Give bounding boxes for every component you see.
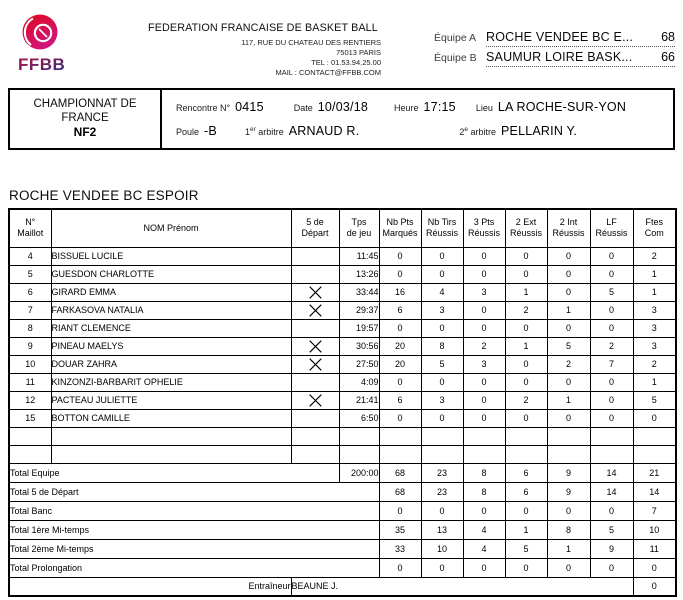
total-stat-cell: 6 [505, 463, 547, 482]
team-a-score: 68 [661, 30, 675, 44]
division-label: NF2 [73, 125, 97, 139]
player-name-cell [51, 445, 291, 463]
threes-made-cell [463, 427, 505, 445]
total-stat-cell: 68 [379, 463, 421, 482]
shots-made-cell: 4 [421, 283, 463, 301]
referee2-word: arbitre [470, 127, 496, 137]
points-cell: 0 [379, 319, 421, 337]
fouls-cell [633, 427, 676, 445]
player-row [9, 373, 676, 391]
address-line: 75013 PARIS [336, 48, 381, 57]
col-header-starter: 5 de Départ [291, 209, 339, 247]
total-stat-cell: 9 [547, 482, 590, 501]
col-header-jersey: N° Maillot [9, 209, 51, 247]
player-row [9, 301, 676, 319]
poule-group [176, 122, 217, 140]
col-header-two-ext: 2 Ext Réussis [505, 209, 547, 247]
starter-cell [291, 409, 339, 427]
points-cell: 6 [379, 391, 421, 409]
address-line: MAIL : CONTACT@FFBB.COM [275, 68, 381, 77]
two-ext-made-cell: 2 [505, 391, 547, 409]
player-name-cell: KINZONZI-BARBARIT OPHELIE [51, 373, 291, 391]
two-int-made-cell: 0 [547, 265, 590, 283]
starter-cell [291, 355, 339, 373]
referee1-ordinal-suffix: er [249, 126, 256, 133]
jersey-number-cell [9, 427, 51, 445]
two-int-made-cell: 1 [547, 301, 590, 319]
fouls-cell: 3 [633, 301, 676, 319]
time-played-cell: 33:44 [339, 283, 379, 301]
total-stat-cell: 9 [547, 463, 590, 482]
col-header-freethrows: LF Réussis [590, 209, 633, 247]
points-cell: 20 [379, 337, 421, 355]
total-label: Total Prolongation [9, 558, 379, 577]
date-group [294, 98, 368, 116]
two-int-made-cell: 0 [547, 373, 590, 391]
time-played-cell: 19:57 [339, 319, 379, 337]
rencontre-group [176, 98, 264, 116]
player-name-cell: FARKASOVA NATALIA [51, 301, 291, 319]
referee1-group [245, 122, 359, 140]
fouls-cell: 2 [633, 247, 676, 265]
address-line: 117, RUE DU CHATEAU DES RENTIERS [241, 38, 381, 47]
freethrows-made-cell [590, 445, 633, 463]
starter-cell [291, 445, 339, 463]
player-name-cell: DOUAR ZAHRA [51, 355, 291, 373]
poule-label: Poule [176, 127, 200, 137]
two-ext-made-cell: 2 [505, 301, 547, 319]
address-line: TEL : 01.53.94.25.00 [311, 58, 381, 67]
total-stat-cell: 0 [379, 501, 421, 520]
match-info-box [8, 88, 675, 150]
player-row [9, 265, 676, 283]
two-ext-made-cell [505, 445, 547, 463]
threes-made-cell: 0 [463, 301, 505, 319]
col-header-points: Nb Pts Marqués [379, 209, 421, 247]
fouls-cell [633, 445, 676, 463]
jersey-number-cell: 6 [9, 283, 51, 301]
total-stat-cell: 10 [633, 520, 676, 539]
freethrows-made-cell: 7 [590, 355, 633, 373]
team-b-label: Équipe B [434, 52, 477, 64]
ffbb-logo-icon [17, 11, 69, 75]
player-row [9, 391, 676, 409]
referee2-group [459, 122, 577, 140]
time-played-cell: 30:56 [339, 337, 379, 355]
player-row [9, 355, 676, 373]
jersey-number-cell [9, 445, 51, 463]
shots-made-cell: 0 [421, 247, 463, 265]
player-row [9, 247, 676, 265]
total-stat-cell: 10 [421, 539, 463, 558]
two-int-made-cell: 1 [547, 391, 590, 409]
total-stat-cell: 13 [421, 520, 463, 539]
threes-made-cell: 0 [463, 265, 505, 283]
shots-made-cell: 0 [421, 319, 463, 337]
starter-x-icon [309, 286, 322, 299]
total-stat-cell: 8 [463, 482, 505, 501]
threes-made-cell [463, 445, 505, 463]
team-a-label: Équipe A [434, 32, 477, 44]
total-stat-cell: 8 [547, 520, 590, 539]
total-stat-cell: 4 [463, 520, 505, 539]
player-row [9, 337, 676, 355]
team-b-score: 66 [661, 50, 675, 64]
two-int-made-cell [547, 427, 590, 445]
two-ext-made-cell: 0 [505, 409, 547, 427]
freethrows-made-cell: 0 [590, 373, 633, 391]
total-stat-cell: 8 [463, 463, 505, 482]
referee2-label [459, 127, 496, 137]
time-played-cell: 29:37 [339, 301, 379, 319]
total-equipe-row [9, 463, 676, 482]
starter-x-icon [309, 394, 322, 407]
total-stat-cell: 0 [633, 558, 676, 577]
two-int-made-cell: 2 [547, 355, 590, 373]
total-firsthalf-row [9, 520, 676, 539]
player-name-cell: BISSUEL LUCILE [51, 247, 291, 265]
col-header-threes: 3 Pts Réussis [463, 209, 505, 247]
jersey-number-cell: 8 [9, 319, 51, 337]
time-played-cell: 13:26 [339, 265, 379, 283]
two-int-made-cell [547, 445, 590, 463]
player-row [9, 319, 676, 337]
total-stat-cell: 1 [547, 539, 590, 558]
coach-label: Entraîneur [9, 577, 291, 596]
referee2-ordinal-suffix: e [464, 126, 468, 133]
starter-x-icon [309, 358, 322, 371]
shots-made-cell: 8 [421, 337, 463, 355]
total-stat-cell: 0 [590, 558, 633, 577]
starter-cell [291, 391, 339, 409]
starter-cell [291, 265, 339, 283]
two-ext-made-cell: 1 [505, 283, 547, 301]
date-label: Date [293, 103, 313, 113]
total-stat-cell: 14 [633, 482, 676, 501]
total-stat-cell: 0 [421, 558, 463, 577]
points-cell: 20 [379, 355, 421, 373]
player-name-cell: GIRARD EMMA [51, 283, 291, 301]
total-stat-cell: 9 [590, 539, 633, 558]
ffbb-logo [17, 11, 69, 75]
fouls-cell: 1 [633, 283, 676, 301]
total-stat-cell: 11 [633, 539, 676, 558]
player-name-cell: BOTTON CAMILLE [51, 409, 291, 427]
referee1-ordinal: 1 [244, 127, 250, 137]
jersey-number-cell: 15 [9, 409, 51, 427]
time-label: Heure [394, 103, 419, 113]
starter-x-icon [309, 304, 322, 317]
total-stat-cell: 5 [505, 539, 547, 558]
rencontre-label: Rencontre N° [176, 103, 231, 113]
player-name-cell: PINEAU MAELYS [51, 337, 291, 355]
total-label: Total 1ère Mi-temps [9, 520, 379, 539]
two-ext-made-cell: 0 [505, 247, 547, 265]
time-played-cell [339, 445, 379, 463]
coach-fouls-cell: 0 [633, 577, 676, 596]
total-secondhalf-row [9, 539, 676, 558]
referee1-label [245, 127, 284, 137]
total-label: Total Equipe [9, 463, 339, 482]
starter-x-icon [309, 340, 322, 353]
points-cell [379, 445, 421, 463]
match-details-row1 [176, 98, 673, 116]
player-row [9, 427, 676, 445]
team-a-entry [486, 30, 675, 47]
competition-line: FRANCE [61, 111, 109, 124]
total-stat-cell: 0 [463, 501, 505, 520]
totals-section [9, 463, 676, 596]
total-stat-cell: 0 [547, 558, 590, 577]
basketball-icon [23, 15, 58, 50]
threes-made-cell: 0 [463, 373, 505, 391]
player-name-cell [51, 427, 291, 445]
total-stat-cell: 14 [590, 482, 633, 501]
team-title: ROCHE VENDEE BC ESPOIR [9, 188, 199, 203]
match-details-cell [162, 90, 673, 148]
referee1-name: ARNAUD R. [288, 124, 360, 138]
shots-made-cell: 0 [421, 409, 463, 427]
competition-line: CHAMPIONNAT DE [33, 98, 137, 110]
venue-label: Lieu [475, 103, 493, 113]
starter-cell [291, 301, 339, 319]
coach-row [9, 577, 676, 596]
points-cell: 6 [379, 301, 421, 319]
fouls-cell: 3 [633, 337, 676, 355]
date-value: 10/03/18 [317, 100, 369, 114]
col-header-two-int: 2 Int Réussis [547, 209, 590, 247]
rencontre-number: 0415 [235, 100, 264, 114]
col-header-fouls: Ftes Com [633, 209, 676, 247]
fouls-cell: 5 [633, 391, 676, 409]
shots-made-cell: 3 [421, 301, 463, 319]
stats-header-row [9, 209, 676, 247]
total-time-cell: 200:00 [339, 463, 379, 482]
total-stat-cell: 35 [379, 520, 421, 539]
time-played-cell [339, 427, 379, 445]
freethrows-made-cell: 0 [590, 391, 633, 409]
freethrows-made-cell [590, 427, 633, 445]
match-details-row2 [176, 122, 673, 140]
points-cell: 0 [379, 265, 421, 283]
jersey-number-cell: 7 [9, 301, 51, 319]
jersey-number-cell: 9 [9, 337, 51, 355]
referee1-word: arbitre [258, 127, 284, 137]
total-stat-cell: 68 [379, 482, 421, 501]
starter-cell [291, 247, 339, 265]
col-header-shots: Nb Tirs Réussis [421, 209, 463, 247]
referee2-name: PELLARIN Y. [501, 124, 578, 138]
player-row [9, 283, 676, 301]
total-stat-cell: 1 [505, 520, 547, 539]
total-stat-cell: 7 [633, 501, 676, 520]
total-stat-cell: 23 [421, 463, 463, 482]
team-a-row [434, 30, 675, 50]
stats-table [8, 208, 677, 597]
jersey-number-cell: 5 [9, 265, 51, 283]
shots-made-cell: 0 [421, 265, 463, 283]
col-header-time: Tps de jeu [339, 209, 379, 247]
total-stat-cell: 0 [505, 501, 547, 520]
two-int-made-cell: 0 [547, 283, 590, 301]
two-int-made-cell: 5 [547, 337, 590, 355]
total-stat-cell: 14 [590, 463, 633, 482]
two-int-made-cell: 0 [547, 247, 590, 265]
starter-cell [291, 283, 339, 301]
fouls-cell: 1 [633, 373, 676, 391]
two-ext-made-cell: 1 [505, 337, 547, 355]
threes-made-cell: 3 [463, 355, 505, 373]
points-cell [379, 427, 421, 445]
freethrows-made-cell: 0 [590, 247, 633, 265]
threes-made-cell: 0 [463, 247, 505, 265]
total-label: Total 5 de Départ [9, 482, 379, 501]
threes-made-cell: 0 [463, 409, 505, 427]
threes-made-cell: 0 [463, 391, 505, 409]
jersey-number-cell: 4 [9, 247, 51, 265]
freethrows-made-cell: 0 [590, 409, 633, 427]
total-stat-cell: 5 [590, 520, 633, 539]
time-played-cell: 6:50 [339, 409, 379, 427]
team-b-name: SAUMUR LOIRE BASK... [486, 50, 633, 64]
shots-made-cell [421, 427, 463, 445]
threes-made-cell: 0 [463, 319, 505, 337]
coach-name: BEAUNE J. [291, 577, 633, 596]
col-header-name: NOM Prénom [51, 209, 291, 247]
two-ext-made-cell [505, 427, 547, 445]
player-rows [9, 247, 676, 463]
federation-address [148, 38, 381, 78]
competition-cell [10, 90, 162, 148]
two-ext-made-cell: 0 [505, 373, 547, 391]
total-starters-row [9, 482, 676, 501]
fouls-cell: 2 [633, 355, 676, 373]
jersey-number-cell: 12 [9, 391, 51, 409]
points-cell: 0 [379, 409, 421, 427]
federation-block [148, 22, 381, 78]
time-group [394, 98, 456, 116]
total-stat-cell: 33 [379, 539, 421, 558]
time-played-cell: 11:45 [339, 247, 379, 265]
freethrows-made-cell: 0 [590, 319, 633, 337]
freethrows-made-cell: 2 [590, 337, 633, 355]
player-name-cell: RIANT CLEMENCE [51, 319, 291, 337]
player-row [9, 445, 676, 463]
total-bench-row [9, 501, 676, 520]
player-name-cell: PACTEAU JULIETTE [51, 391, 291, 409]
federation-title: FEDERATION FRANCAISE DE BASKET BALL [148, 22, 378, 34]
total-label: Total 2ème Mi-temps [9, 539, 379, 558]
two-ext-made-cell: 0 [505, 265, 547, 283]
two-ext-made-cell: 0 [505, 319, 547, 337]
shots-made-cell: 3 [421, 391, 463, 409]
total-stat-cell: 0 [463, 558, 505, 577]
team-a-name: ROCHE VENDEE BC E... [486, 30, 634, 44]
venue-value: LA ROCHE-SUR-YON [497, 100, 627, 114]
jersey-number-cell: 11 [9, 373, 51, 391]
starter-cell [291, 373, 339, 391]
teams-scores-block [434, 30, 675, 70]
shots-made-cell: 5 [421, 355, 463, 373]
total-overtime-row [9, 558, 676, 577]
ffbb-logo-text: FFBB [18, 55, 66, 74]
time-played-cell: 27:50 [339, 355, 379, 373]
total-stat-cell: 21 [633, 463, 676, 482]
team-b-row [434, 50, 675, 70]
two-ext-made-cell: 0 [505, 355, 547, 373]
freethrows-made-cell: 0 [590, 301, 633, 319]
total-label: Total Banc [9, 501, 379, 520]
starter-cell [291, 337, 339, 355]
player-name-cell: GUESDON CHARLOTTE [51, 265, 291, 283]
two-int-made-cell: 0 [547, 409, 590, 427]
points-cell: 0 [379, 247, 421, 265]
starter-cell [291, 427, 339, 445]
threes-made-cell: 3 [463, 283, 505, 301]
total-stat-cell: 0 [505, 558, 547, 577]
fouls-cell: 1 [633, 265, 676, 283]
referee2-ordinal: 2 [459, 127, 465, 137]
jersey-number-cell: 10 [9, 355, 51, 373]
total-stat-cell: 0 [547, 501, 590, 520]
time-value: 17:15 [423, 100, 456, 114]
starter-cell [291, 319, 339, 337]
two-int-made-cell: 0 [547, 319, 590, 337]
poule-value: -B [204, 124, 217, 138]
total-stat-cell: 0 [379, 558, 421, 577]
player-row [9, 409, 676, 427]
points-cell: 16 [379, 283, 421, 301]
total-stat-cell: 0 [590, 501, 633, 520]
fouls-cell: 0 [633, 409, 676, 427]
time-played-cell: 21:41 [339, 391, 379, 409]
time-played-cell: 4:09 [339, 373, 379, 391]
total-stat-cell: 23 [421, 482, 463, 501]
fouls-cell: 3 [633, 319, 676, 337]
freethrows-made-cell: 5 [590, 283, 633, 301]
venue-group [476, 98, 626, 116]
threes-made-cell: 2 [463, 337, 505, 355]
total-stat-cell: 6 [505, 482, 547, 501]
total-stat-cell: 4 [463, 539, 505, 558]
shots-made-cell [421, 445, 463, 463]
shots-made-cell: 0 [421, 373, 463, 391]
points-cell: 0 [379, 373, 421, 391]
freethrows-made-cell: 0 [590, 265, 633, 283]
team-b-entry [486, 50, 675, 67]
total-stat-cell: 0 [421, 501, 463, 520]
